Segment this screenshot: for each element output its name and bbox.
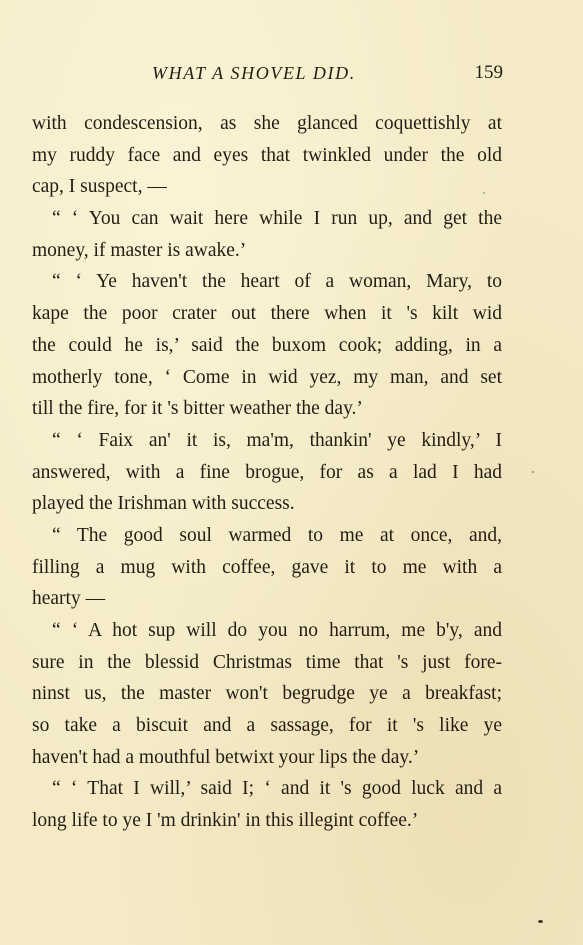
page-header bbox=[0, 58, 583, 88]
text-line: sure in the blessid Christmas time that 's just fore- bbox=[32, 651, 502, 673]
page-number: 159 bbox=[474, 62, 503, 83]
text-line: ninst us, the master won't begrudge ye a breakfast; bbox=[32, 683, 502, 705]
text-line: so take a biscuit and a sassage, for it 's like ye bbox=[32, 715, 502, 737]
text-line: cap, I suspect, — bbox=[32, 176, 167, 198]
text-line: long life to ye I 'm drinkin' in this illegint coffee.’ bbox=[32, 810, 419, 832]
ink-speck bbox=[538, 920, 543, 923]
text-line: my ruddy face and eyes that twinkled under the old bbox=[32, 144, 502, 166]
body-text bbox=[32, 108, 502, 837]
text-line: kape the poor crater out there when it 's kilt wid bbox=[32, 303, 502, 325]
ink-speck bbox=[532, 471, 534, 473]
text-line: with condescension, as she glanced coquettishly at bbox=[32, 113, 502, 134]
text-line: the could he is,’ said the buxom cook; adding, in a bbox=[32, 334, 502, 356]
text-line: answered, with a fine brogue, for as a lad I had bbox=[32, 461, 502, 483]
text-line: hearty — bbox=[32, 588, 106, 610]
text-line: haven't had a mouthful betwixt your lips the day.’ bbox=[32, 746, 420, 768]
text-line: “ ‘ You can wait here while I run up, and get the bbox=[52, 208, 502, 230]
text-line: “ ‘ Ye haven't the heart of a woman, Mary, to bbox=[52, 271, 502, 293]
text-line: “ The good soul warmed to me at once, and, bbox=[52, 524, 502, 546]
text-line: filling a mug with coffee, gave it to me with a bbox=[32, 556, 502, 578]
ink-speck bbox=[483, 192, 485, 194]
text-line: “ ‘ A hot sup will do you no harrum, me b'y, and bbox=[52, 620, 502, 641]
text-line: “ ‘ That I will,’ said I; ‘ and it 's good luck and a bbox=[52, 778, 502, 800]
text-line: motherly tone, ‘ Come in wid yez, my man, and set bbox=[32, 366, 502, 388]
text-line: “ ‘ Faix an' it is, ma'm, thankin' ye kindly,’ I bbox=[52, 429, 502, 451]
text-line: till the fire, for it 's bitter weather the day.’ bbox=[32, 398, 363, 420]
running-title: WHAT A SHOVEL DID. bbox=[152, 63, 356, 83]
text-line: money, if master is awake.’ bbox=[32, 239, 247, 261]
text-line: played the Irishman with success. bbox=[32, 493, 295, 515]
